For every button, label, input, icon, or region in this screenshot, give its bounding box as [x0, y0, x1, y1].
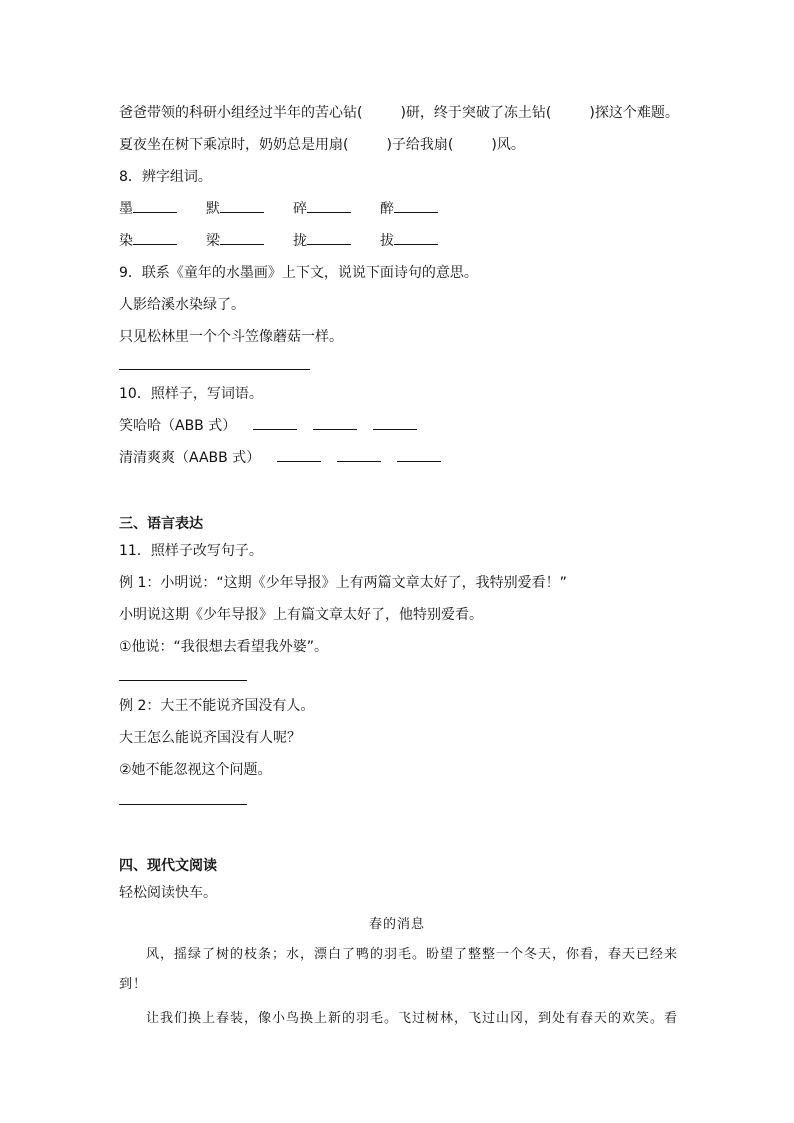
answer-blank[interactable]: [313, 417, 357, 430]
answer-blank[interactable]: [373, 417, 417, 430]
q10-example-2: 清清爽爽（AABB 式）: [119, 450, 261, 466]
q11-title: 11．照样子改写句子。: [119, 543, 263, 559]
example-2-answer: 大王怎么能说齐国没有人呢？: [119, 730, 301, 746]
section-heading: 三、语言表达: [119, 516, 203, 532]
answer-blank[interactable]: [220, 232, 264, 245]
q7-line-1: 爸爸带领的科研小组经过半年的苦心钻( )研，终于突破了冻土钻( )探这个难题。: [119, 105, 679, 121]
q7-line-2: 夏夜坐在树下乘凉时，奶奶总是用扇( )子给我扇( )风。: [119, 137, 525, 153]
answer-blank[interactable]: [397, 449, 441, 462]
item-1: ①他说：“我很想去看望我外婆”。: [119, 639, 329, 655]
section-heading: 四、现代文阅读: [119, 858, 217, 874]
answer-line[interactable]: [119, 369, 310, 370]
answer-blank[interactable]: [133, 232, 177, 245]
answer-blank[interactable]: [394, 232, 438, 245]
q8-item: 梁: [206, 232, 264, 250]
q10-title: 10．照样子，写词语。: [119, 386, 263, 402]
q8-item: 拔: [380, 232, 438, 250]
answer-blank[interactable]: [307, 200, 351, 213]
q9-line-1: 人影给溪水染绿了。: [119, 297, 245, 313]
q8-item: 默: [206, 200, 264, 218]
answer-blank[interactable]: [337, 449, 381, 462]
example-1: 例 1：小明说：“这期《少年导报》上有两篇文章太好了，我特别爱看！”: [119, 575, 567, 591]
answer-line[interactable]: [119, 680, 247, 681]
q8-item: 醉: [380, 200, 438, 218]
q8-title: 8．辨字组词。: [119, 169, 212, 185]
poem-title: 春的消息: [368, 917, 425, 932]
poem-paragraph-2: 让我们换上春装，像小鸟换上新的羽毛。飞过树林，飞过山冈，到处有春天的欢笑。看: [146, 1011, 679, 1026]
poem-paragraph-1: 风，摇绿了树的枝条；水，漂白了鸭的羽毛。盼望了整整一个冬天，你看，春天已经来: [146, 947, 679, 962]
q8-item: 拢: [293, 232, 351, 250]
q8-item: 墨: [119, 200, 177, 218]
answer-blank[interactable]: [133, 200, 177, 213]
reading-intro: 轻松阅读快车。: [119, 885, 217, 901]
q10-blanks-2: [277, 449, 441, 467]
poem-paragraph-1-cont: 到！: [119, 977, 148, 992]
item-2: ②她不能忽视这个问题。: [119, 762, 272, 778]
answer-blank[interactable]: [277, 449, 321, 462]
q10-example-1: 笑哈哈（ABB 式）: [119, 418, 237, 434]
answer-blank[interactable]: [307, 232, 351, 245]
q9-line-2: 只见松林里一个个斗笠像蘑菇一样。: [119, 329, 343, 345]
q9-title: 9．联系《童年的水墨画》上下文，说说下面诗句的意思。: [119, 265, 478, 281]
q8-item: 碎: [293, 200, 351, 218]
example-2: 例 2：大王不能说齐国没有人。: [119, 698, 315, 714]
q10-blanks-1: [253, 417, 417, 435]
answer-blank[interactable]: [394, 200, 438, 213]
q8-item: 染: [119, 232, 177, 250]
answer-line[interactable]: [119, 804, 247, 805]
answer-blank[interactable]: [220, 200, 264, 213]
answer-blank[interactable]: [253, 417, 297, 430]
example-1-answer: 小明说这期《少年导报》上有篇文章太好了，他特别爱看。: [119, 607, 483, 623]
